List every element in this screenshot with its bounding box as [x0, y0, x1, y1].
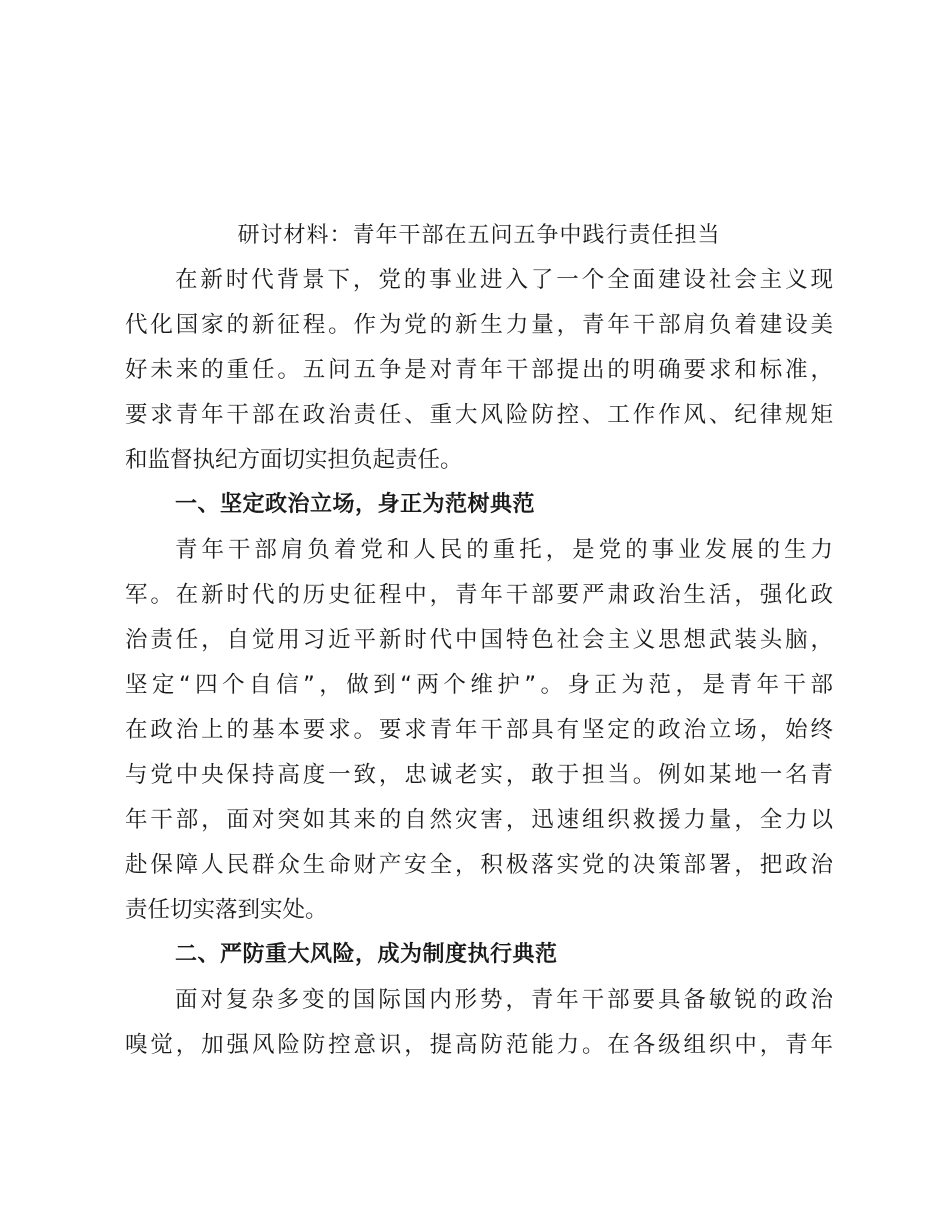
section1-line: 责任切实落到实处。	[125, 897, 328, 923]
section1-line: 坚定“四个自信”，做到“两个维护”。身正为范，是青年干部	[125, 672, 833, 698]
intro-line: 在新时代背景下，党的事业进入了一个全面建设社会主义现	[175, 267, 833, 293]
document-title: 研讨材料：青年干部在五问五争中践行责任担当	[237, 223, 721, 248]
section-heading-2: 二、严防重大风险，成为制度执行典范	[175, 942, 558, 967]
intro-line: 好未来的重任。五问五争是对青年干部提出的明确要求和标准，	[125, 357, 833, 383]
section1-line: 与党中央保持高度一致，忠诚老实，敢于担当。例如某地一名青	[125, 762, 833, 788]
section2-line: 面对复杂多变的国际国内形势，青年干部要具备敏锐的政治	[175, 987, 833, 1013]
section1-line: 年干部，面对突如其来的自然灾害，迅速组织救援力量，全力以	[125, 807, 833, 833]
section1-line: 青年干部肩负着党和人民的重托，是党的事业发展的生力	[175, 537, 833, 563]
section1-line: 军。在新时代的历史征程中，青年干部要严肃政治生活，强化政	[125, 582, 833, 608]
intro-line: 要求青年干部在政治责任、重大风险防控、工作作风、纪律规矩	[125, 402, 833, 428]
intro-line: 代化国家的新征程。作为党的新生力量，青年干部肩负着建设美	[125, 312, 833, 338]
intro-line: 和监督执纪方面切实担负起责任。	[125, 447, 463, 473]
section1-line: 治责任，自觉用习近平新时代中国特色社会主义思想武装头脑，	[125, 627, 833, 653]
section2-line: 嗅觉，加强风险防控意识，提高防范能力。在各级组织中，青年	[125, 1032, 833, 1058]
section1-line: 赴保障人民群众生命财产安全，积极落实党的决策部署，把政治	[125, 852, 833, 878]
section1-line: 在政治上的基本要求。要求青年干部具有坚定的政治立场，始终	[125, 717, 833, 743]
section-heading-1: 一、坚定政治立场，身正为范树典范	[175, 492, 536, 517]
